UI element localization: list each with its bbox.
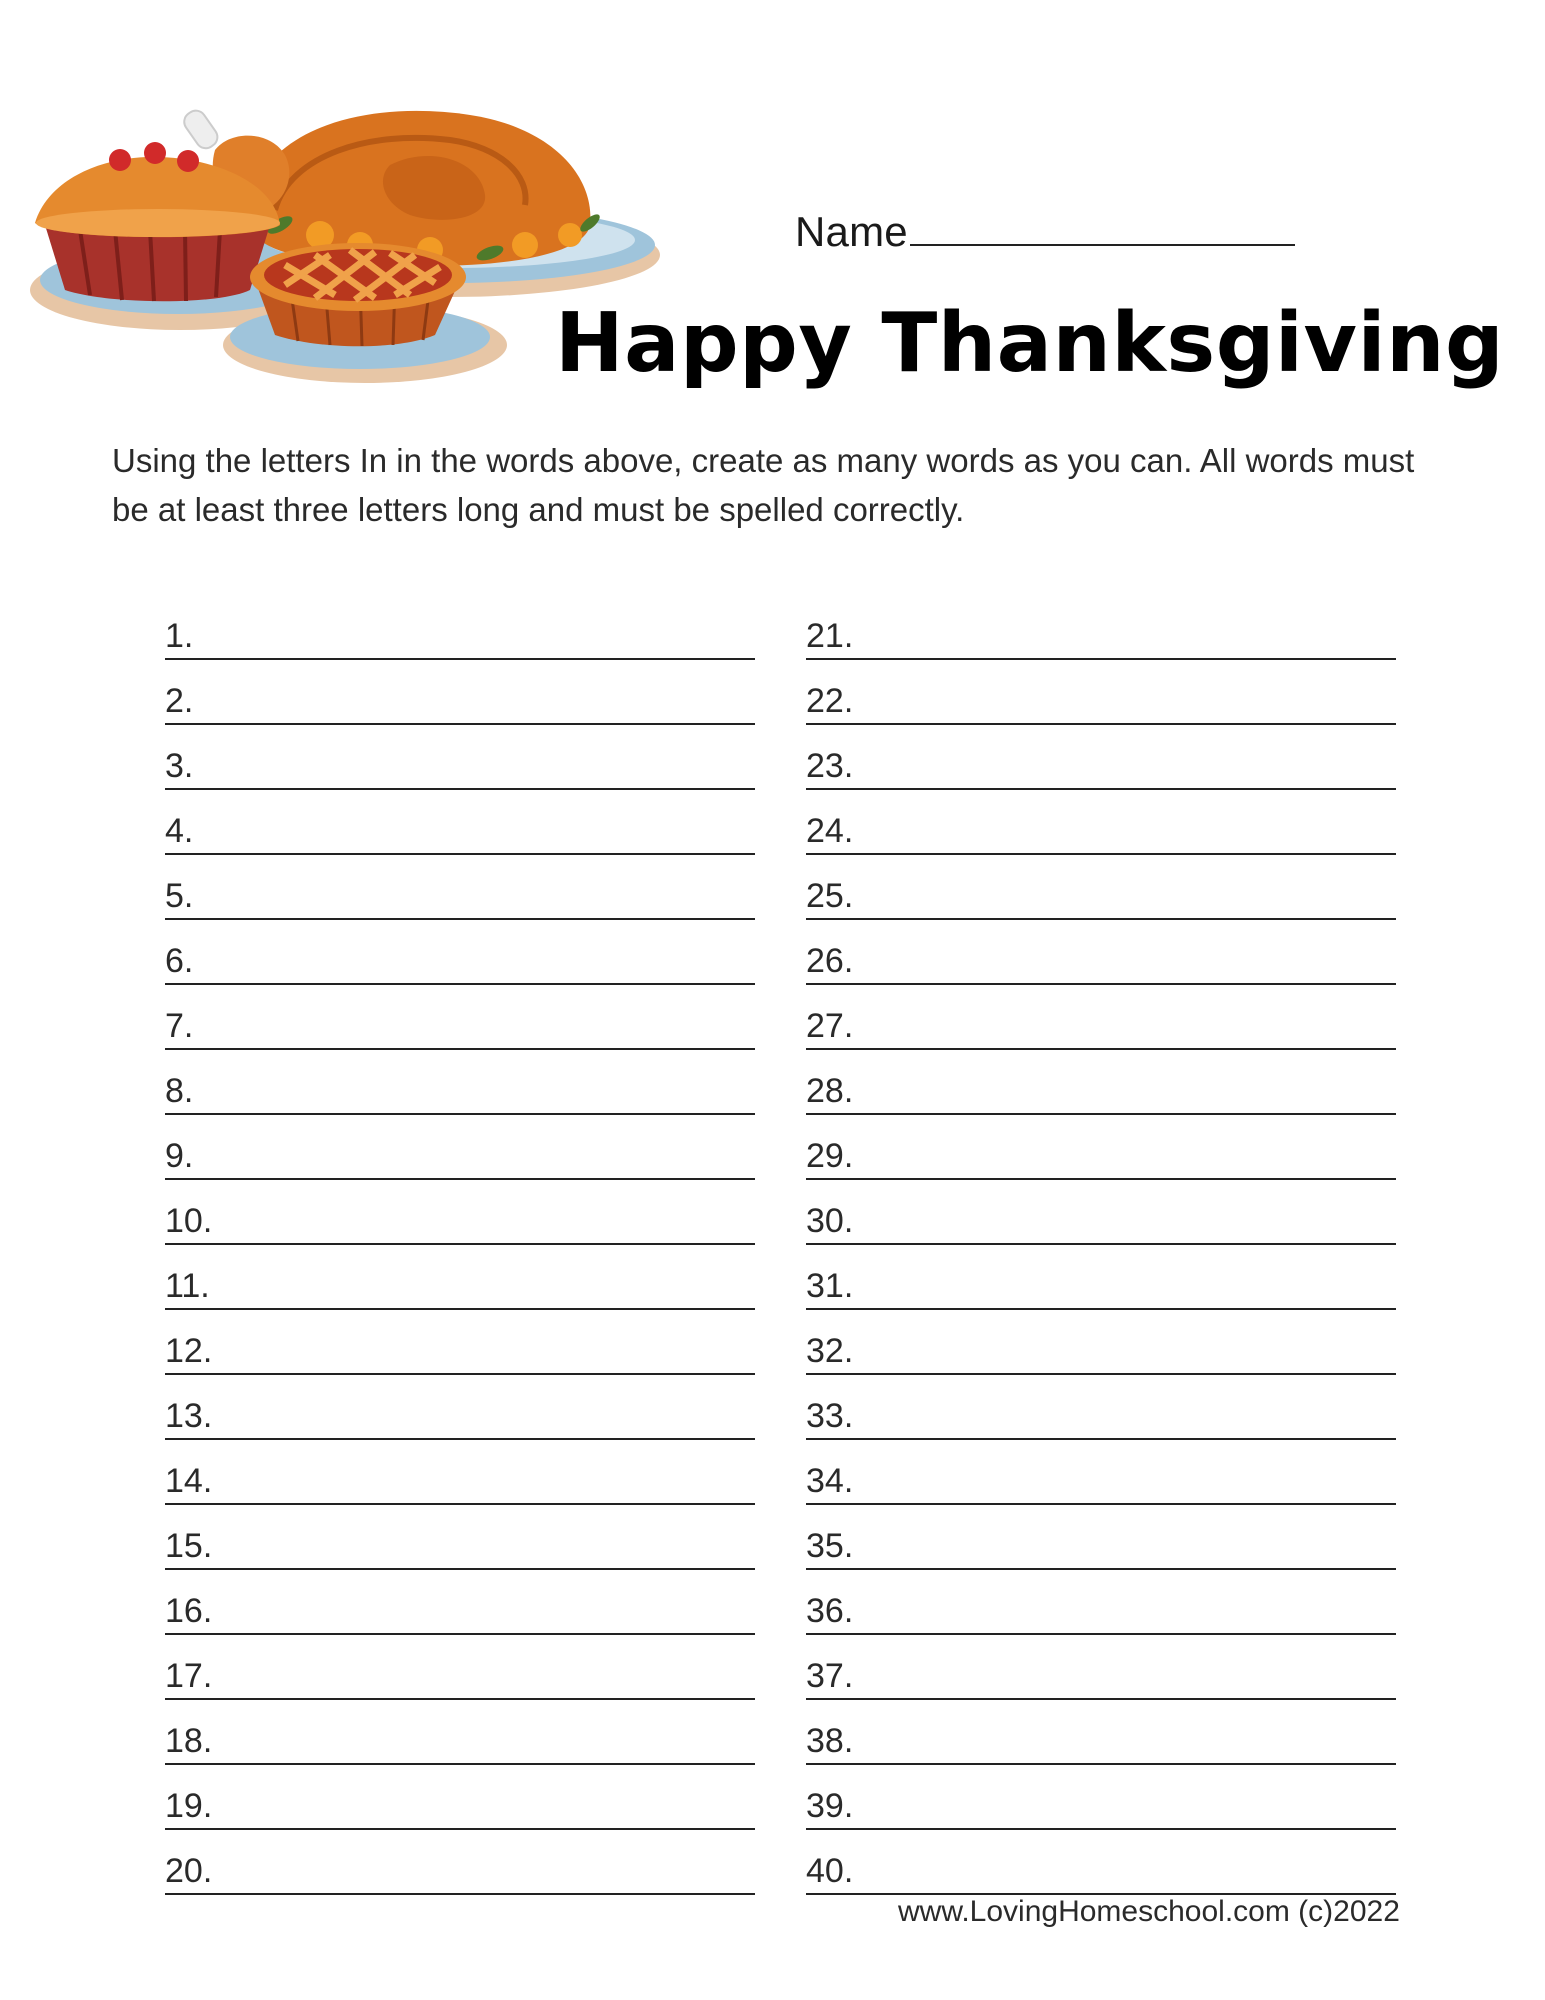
line-number: 4. — [165, 812, 194, 850]
answer-line[interactable] — [806, 1115, 1396, 1180]
line-number: 17. — [165, 1657, 213, 1695]
line-number: 20. — [165, 1852, 213, 1890]
line-number: 27. — [806, 1007, 854, 1045]
line-number: 32. — [806, 1332, 854, 1370]
answer-line[interactable] — [806, 985, 1396, 1050]
left-pie-crust-edge — [36, 209, 280, 237]
name-underline[interactable] — [910, 208, 1295, 246]
answer-line[interactable] — [165, 1700, 755, 1765]
line-number: 10. — [165, 1202, 213, 1240]
answer-line[interactable] — [806, 725, 1396, 790]
answer-line[interactable] — [165, 1505, 755, 1570]
answer-line[interactable] — [165, 1050, 755, 1115]
name-label: Name — [795, 208, 908, 255]
answer-line[interactable] — [165, 1180, 755, 1245]
answer-line[interactable] — [806, 660, 1396, 725]
line-number: 11. — [165, 1267, 210, 1305]
line-number: 29. — [806, 1137, 854, 1175]
line-number: 2. — [165, 682, 194, 720]
line-number: 37. — [806, 1657, 854, 1695]
answer-line[interactable] — [165, 1115, 755, 1180]
answer-line[interactable] — [165, 985, 755, 1050]
line-number: 18. — [165, 1722, 213, 1760]
answer-line[interactable] — [165, 1245, 755, 1310]
answer-line[interactable] — [165, 790, 755, 855]
line-number: 5. — [165, 877, 194, 915]
line-number: 19. — [165, 1787, 213, 1825]
line-number: 23. — [806, 747, 854, 785]
footer-copyright: www.LovingHomeschool.com (c)2022 — [898, 1895, 1400, 1928]
line-number: 21. — [806, 617, 854, 655]
answer-line[interactable] — [806, 855, 1396, 920]
answer-line[interactable] — [806, 1635, 1396, 1700]
line-number: 36. — [806, 1592, 854, 1630]
line-number: 24. — [806, 812, 854, 850]
line-number: 26. — [806, 942, 854, 980]
answer-line[interactable] — [165, 1310, 755, 1375]
page-title: Happy Thanksgiving — [555, 296, 1505, 391]
line-number: 25. — [806, 877, 854, 915]
line-number: 40. — [806, 1852, 854, 1890]
line-number: 35. — [806, 1527, 854, 1565]
answer-line[interactable] — [806, 595, 1396, 660]
line-number: 9. — [165, 1137, 194, 1175]
answer-line[interactable] — [165, 1375, 755, 1440]
answer-line[interactable] — [806, 1050, 1396, 1115]
drumstick-bone — [180, 107, 221, 152]
line-number: 30. — [806, 1202, 854, 1240]
line-number: 3. — [165, 747, 194, 785]
answer-line[interactable] — [806, 1310, 1396, 1375]
answer-line[interactable] — [165, 1830, 755, 1895]
answer-line[interactable] — [806, 790, 1396, 855]
answer-column-right — [806, 595, 1396, 1895]
line-number: 33. — [806, 1397, 854, 1435]
line-number: 14. — [165, 1462, 213, 1500]
line-number: 15. — [165, 1527, 213, 1565]
line-number: 13. — [165, 1397, 213, 1435]
answer-line[interactable] — [165, 595, 755, 660]
answer-line[interactable] — [806, 1830, 1396, 1895]
answer-line[interactable] — [165, 855, 755, 920]
instructions-text: Using the letters In in the words above, create as many words as you can. All words must be at least three letters long and must be spelled correctly. — [112, 442, 1415, 528]
line-number: 6. — [165, 942, 194, 980]
answer-line[interactable] — [806, 1765, 1396, 1830]
answer-line[interactable] — [165, 1765, 755, 1830]
line-number: 8. — [165, 1072, 194, 1110]
answer-line[interactable] — [165, 660, 755, 725]
answer-column-left — [165, 595, 755, 1895]
line-number: 39. — [806, 1787, 854, 1825]
answer-line[interactable] — [806, 1180, 1396, 1245]
line-number: 12. — [165, 1332, 213, 1370]
answer-line[interactable] — [806, 1375, 1396, 1440]
answer-line[interactable] — [806, 1570, 1396, 1635]
answer-line[interactable] — [806, 1440, 1396, 1505]
answer-line[interactable] — [806, 920, 1396, 985]
answer-line[interactable] — [165, 725, 755, 790]
line-number: 31. — [806, 1267, 854, 1305]
answer-line[interactable] — [806, 1245, 1396, 1310]
line-number: 22. — [806, 682, 854, 720]
line-number: 38. — [806, 1722, 854, 1760]
line-number: 28. — [806, 1072, 854, 1110]
answer-line[interactable] — [165, 920, 755, 985]
answer-line[interactable] — [165, 1635, 755, 1700]
answer-line[interactable] — [806, 1700, 1396, 1765]
answer-line[interactable] — [165, 1570, 755, 1635]
line-number: 1. — [165, 617, 194, 655]
answer-line[interactable] — [165, 1440, 755, 1505]
line-number: 34. — [806, 1462, 854, 1500]
line-number: 7. — [165, 1007, 194, 1045]
name-field[interactable] — [795, 208, 1295, 256]
answer-line[interactable] — [806, 1505, 1396, 1570]
line-number: 16. — [165, 1592, 213, 1630]
